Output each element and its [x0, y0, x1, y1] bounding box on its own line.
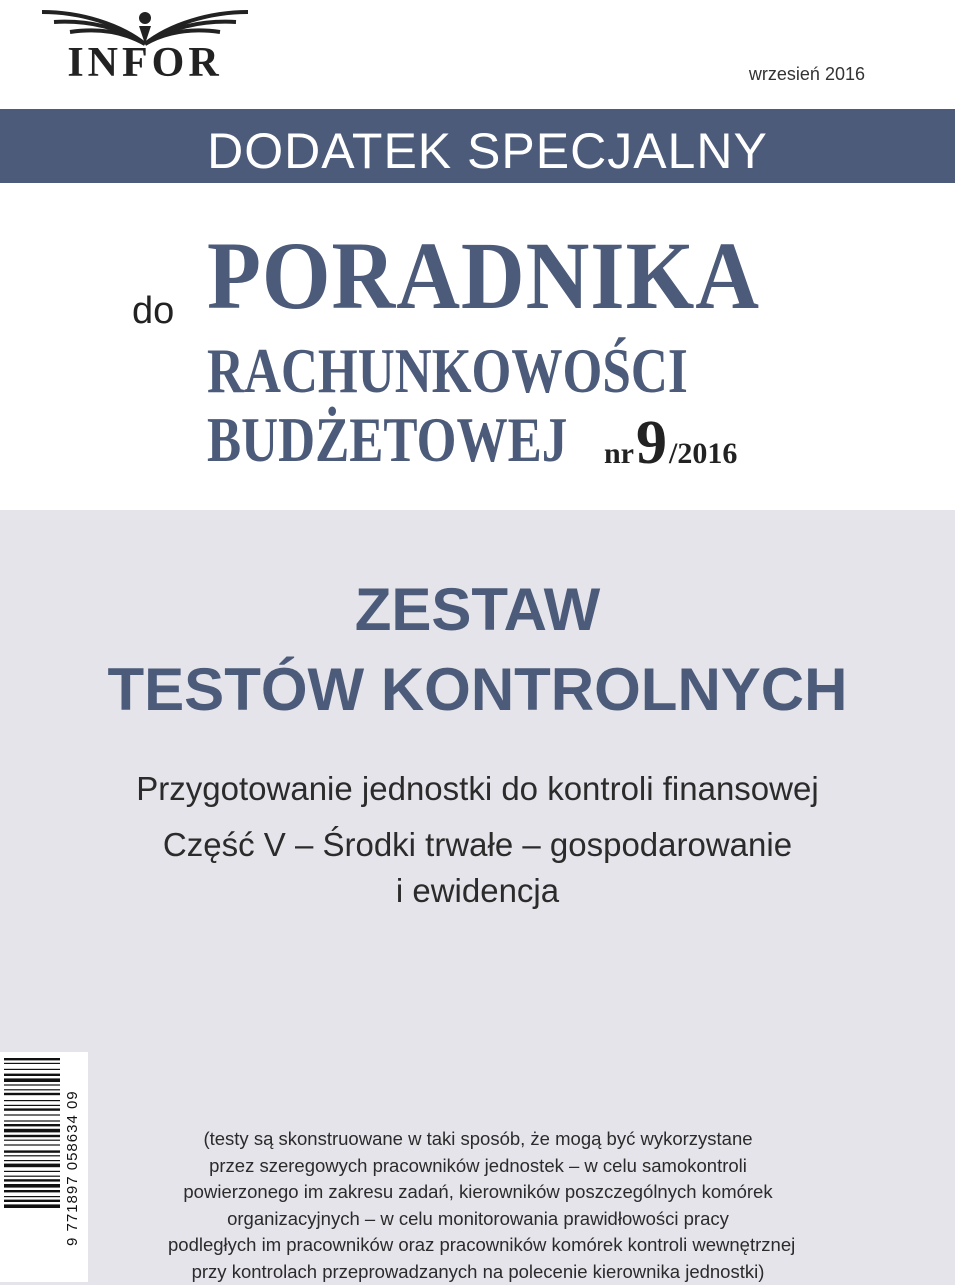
barcode-bar [4, 1063, 60, 1064]
subtitle-line1: Przygotowanie jednostki do kontroli finansowej [136, 770, 819, 807]
barcode-bar [4, 1120, 60, 1121]
main-title-line1: ZESTAW [354, 576, 601, 643]
barcode-bar [4, 1184, 60, 1188]
barcode-bar [4, 1155, 60, 1156]
barcode-bar [4, 1089, 60, 1090]
masthead-title-line1: PORADNIKA [207, 222, 760, 329]
issue-number-value: 9 [636, 409, 667, 477]
barcode-bar [4, 1093, 60, 1095]
issue-label: nr [604, 437, 634, 470]
barcode-bar [4, 1100, 60, 1101]
barcode-bar [4, 1105, 60, 1106]
barcode-bar [4, 1114, 60, 1115]
logo-wordmark: INFOR [67, 40, 223, 86]
barcode-bar [4, 1084, 60, 1085]
special-supplement-band [0, 109, 955, 183]
barcode-bar [4, 1160, 60, 1161]
barcode-bar [4, 1140, 60, 1141]
barcode-bar [4, 1164, 60, 1168]
barcode-bar [4, 1150, 60, 1152]
barcode-bar [4, 1171, 60, 1172]
barcode-bar [4, 1078, 60, 1082]
barcode-bar [4, 1204, 60, 1208]
band-title: DODATEK SPECJALNY [207, 123, 768, 179]
note-line: podległych im pracowników oraz pracowników komórek kontroli wewnętrznej [168, 1234, 796, 1256]
barcode-bar [4, 1124, 60, 1126]
masthead-title-line3: BUDŻETOWEJ [207, 404, 568, 475]
infor-logo [40, 4, 250, 86]
subtitle-line2: Część V – Środki trwałe – gospodarowanie [162, 826, 793, 863]
barcode-bar [4, 1179, 60, 1181]
masthead-title-line2: RACHUNKOWOŚCI [207, 335, 688, 406]
barcode-bar [4, 1135, 60, 1137]
subtitle-line3: i ewidencja [395, 872, 560, 909]
barcode-bars [0, 1052, 62, 1282]
barcode-bar [4, 1196, 60, 1197]
barcode-digits: 9 771897 058634 09 [64, 1090, 81, 1246]
main-title-line2: TESTÓW KONTROLNYCH [107, 656, 848, 723]
barcode-bar [4, 1190, 60, 1192]
barcode-bar [4, 1144, 60, 1145]
barcode-bar [4, 1058, 60, 1060]
issue-year: /2016 [669, 437, 738, 470]
note-line: (testy są skonstruowane w taki sposób, że mogą być wykorzystane [203, 1128, 753, 1149]
barcode-bar [4, 1069, 60, 1070]
note-line: przez szeregowych pracowników jednostek – w celu samokontroli [209, 1154, 747, 1176]
issue-date: wrzesień 2016 [748, 64, 865, 84]
note-line: powierzonego im zakresu zadań, kierowników poszczególnych komórek [183, 1181, 773, 1203]
barcode-bar [4, 1129, 60, 1133]
masthead-prefix: do [132, 290, 175, 332]
barcode-bar [4, 1176, 60, 1177]
cover-top [0, 0, 955, 510]
barcode-bar [4, 1108, 60, 1110]
note-line: organizacyjnych – w celu monitorowania prawidłowości pracy [227, 1207, 729, 1229]
barcode-bar [4, 1074, 60, 1076]
note-line: przy kontrolach przeprowadzanych na polecenie kierownika jednostki) [191, 1260, 765, 1282]
usage-note [168, 1126, 796, 1286]
barcode-bar [4, 1200, 60, 1202]
issue-number [604, 409, 738, 477]
